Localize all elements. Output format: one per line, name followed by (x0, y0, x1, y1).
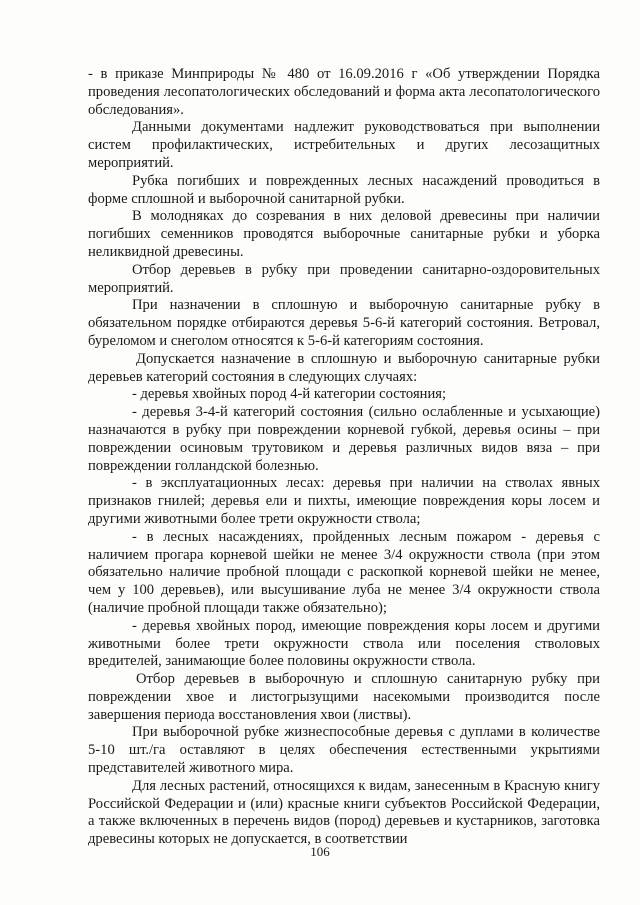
list-item-2: - деревья 3-4-й категорий состояния (сильно ослабленные и усыхающие) назначаются в рубку при повреждении корневой губкой, деревья осины – при повреждении осиновым трутовиком и деревья различных видов вяза – при повреждении голландской болезнью. (88, 404, 600, 474)
document-body (88, 66, 600, 849)
page-number: 106 (310, 844, 330, 859)
paragraph-1: - в приказе Минприроды № 480 от 16.09.2016 г «Об утверждении Порядка проведения лесопатологических обследований и форма акта лесопатологического обследования». (88, 66, 600, 118)
paragraph-10: Для лесных растений, относящихся к видам, занесенным в Красную книгу Российской Федерации и (или) красные книги субъектов Российской Федерации, а также включенных в перечень видов (пород) деревьев и кустарников, заготовка древесины которых не допускается, в соответствии (88, 777, 600, 848)
list-item-1: - деревья хвойных пород 4-й категории состояния; (132, 386, 447, 403)
list-item-3: - в эксплуатационных лесах: деревья при наличии на стволах явных признаков гнилей; деревья ели и пихты, имеющие повреждения коры лосем и другими животными более трети окружности ствола; (88, 475, 600, 527)
paragraph-7: Допускается назначение в сплошную и выборочную санитарные рубки деревьев категорий состояния в следующих случаях: (88, 350, 600, 385)
paragraph-8: Отбор деревьев в выборочную и сплошную санитарную рубку при повреждении хвое и листогрызущими насекомыми производится после завершения периода восстановления хвои (листвы). (88, 671, 600, 723)
list-item-5: - деревья хвойных пород, имеющие повреждения коры лосем и другими животными более трети окружности ствола или поселения стволовых вредителей, занимающие более половины окружности ствола. (88, 617, 600, 670)
paragraph-2: Данными документами надлежит руководствоваться при выполнении систем профилактических, истребительных и других лесозащитных мероприятий. (88, 119, 600, 171)
paragraph-4: В молодняках до созревания в них деловой древесины при наличии погибших семенников проводятся выборочные санитарные рубки и уборка неликвидной древесины. (88, 208, 600, 260)
paragraph-9: При выборочной рубке жизнеспособные деревья с дуплами в количестве 5-10 шт./га оставляют в целях обеспечения естественными укрытиями представителей животного мира. (88, 724, 600, 777)
paragraph-3: Рубка погибших и поврежденных лесных насаждений проводиться в форме сплошной и выборочной санитарной рубки. (88, 172, 600, 207)
paragraph-6: При назначении в сплошную и выборочную санитарные рубку в обязательном порядке отбираются деревья 5-6-й категорий состояния. Ветровал, буреломом и снеголом относятся к 5-6-й категориям состояния. (88, 297, 600, 349)
list-item-4: - в лесных насаждениях, пройденных лесным пожаром - деревья с наличием прогара корневой шейки не менее 3/4 окружности ствола (при этом обязательно наличие пробной площади с раскопкой корневой шейки не менее, чем у 100 деревьев), или высушивание луба не менее 3/4 окружности ствола (наличие пробной площади также обязательно); (88, 528, 600, 616)
paragraph-5: Отбор деревьев в рубку при проведении санитарно-оздоровительных мероприятий. (88, 261, 600, 296)
